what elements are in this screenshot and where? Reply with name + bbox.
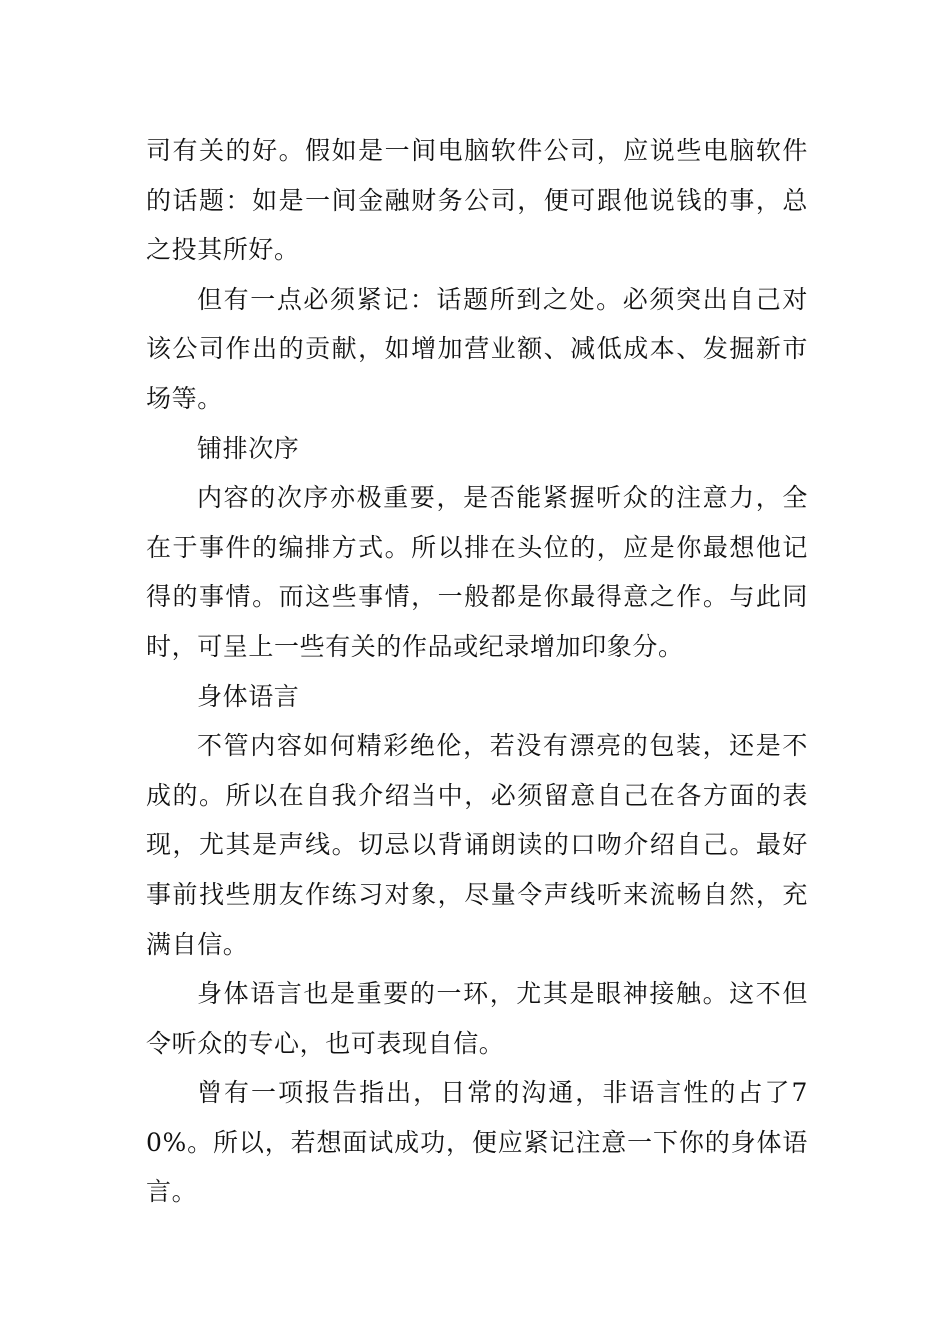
section-heading-ordering: 铺排次序 [197,433,300,463]
paragraph-contribution-focus: 但有一点必须紧记：话题所到之处。必须突出自己对该公司作出的贡献，如增加营业额、减低成本、发掘新市场等。 [146,284,808,413]
paragraph-ordering-content: 内容的次序亦极重要，是否能紧握听众的注意力，全在于事件的编排方式。所以排在头位的，应是你最想他记得的事情。而这些事情，一般都是你最得意之作。与此同时，可呈上一些有关的作品或纪录增加印象分。 [146,483,808,661]
paragraph-eye-contact: 身体语言也是重要的一环，尤其是眼神接触。这不但令听众的专心，也可表现自信。 [146,979,808,1058]
section-heading-body-language: 身体语言 [197,681,300,711]
paragraph-presentation: 不管内容如何精彩绝伦，若没有漂亮的包装，还是不成的。所以在自我介绍当中，必须留意自己在各方面的表现，尤其是声线。切忌以背诵朗读的口吻介绍自己。最好事前找些朋友作练习对象，尽量令声线听来流畅自然，充满自信。 [146,731,808,959]
paragraph-topic-selection: 司有关的好。假如是一间电脑软件公司，应说些电脑软件的话题：如是一间金融财务公司，便可跟他说钱的事，总之投其所好。 [146,136,808,265]
paragraph-nonverbal-report: 曾有一项报告指出，日常的沟通，非语言性的占了70%。所以，若想面试成功，便应紧记注意一下你的身体语言。 [146,1078,808,1207]
document-page [146,126,808,1217]
